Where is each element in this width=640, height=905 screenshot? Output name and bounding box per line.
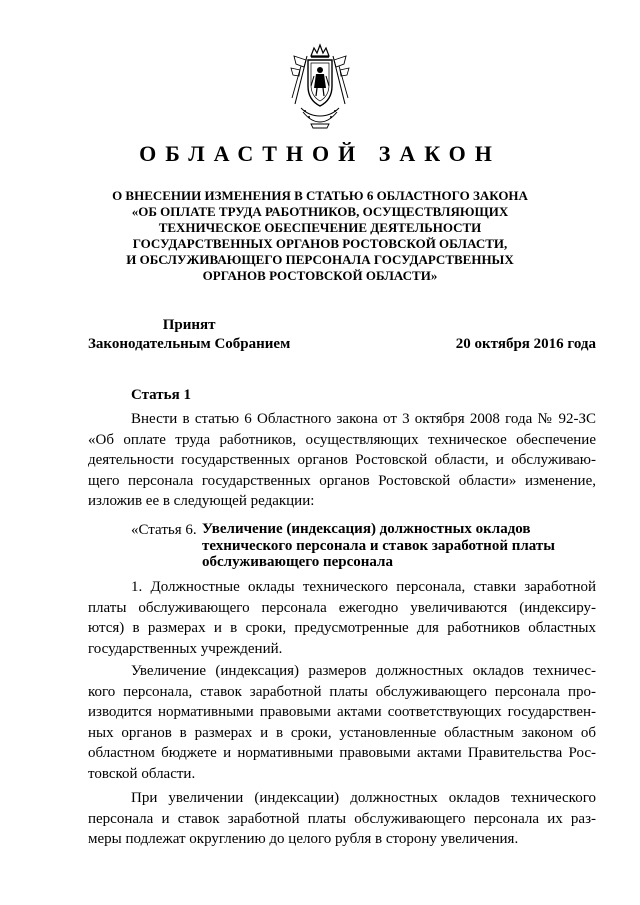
text-line: государственных учреждений. (88, 640, 283, 657)
article-6-title-line: обслуживающего персонала (202, 554, 393, 570)
text-line: кого персонала, ставок заработной платы обслуживающего персонала про- (88, 683, 596, 700)
text-line: щего персонала государственных органов Ростовской области» изменение, (88, 472, 596, 489)
coat-of-arms-emblem (289, 42, 351, 130)
article-1-heading: Статья 1 (131, 387, 191, 403)
text-line: ных органов в размерах и в сроки, установленные областным законом об (88, 724, 596, 741)
text-line: изложив ее в следующей редакции: (88, 493, 315, 509)
article-6-paragraph-1 (88, 577, 596, 659)
text-line: Внести в статью 6 Областного закона от 3 октября 2008 года № 92-ЗС (131, 411, 596, 427)
text-line: ются) в размерах и в сроки, предусмотренные для работников областных (88, 620, 596, 636)
law-type-heading: ОБЛАСТНОЙ ЗАКОН (139, 141, 501, 166)
text-line: 1. Должностные оклады технического персонала, ставки заработной (131, 579, 596, 595)
law-title (100, 188, 540, 284)
article-6-paragraph-3 (88, 788, 596, 850)
law-title-line: ТЕХНИЧЕСКОЕ ОБЕСПЕЧЕНИЕ ДЕЯТЕЛЬНОСТИ (158, 220, 482, 235)
coat-of-arms-icon (289, 42, 351, 130)
law-title-line: О ВНЕСЕНИИ ИЗМЕНЕНИЯ В СТАТЬЮ 6 ОБЛАСТНОГО ЗАКОНА (112, 188, 528, 203)
adopted-date: 20 октября 2016 года (455, 336, 596, 352)
text-line: При увеличении (индексации) должностных окладов технического (131, 790, 596, 806)
law-title-line: ГОСУДАРСТВЕННЫХ ОРГАНОВ РОСТОВСКОЙ ОБЛАСТИ, (132, 236, 508, 251)
text-line: «Об оплате труда работников, осуществляющих техническое обеспечение (88, 431, 596, 448)
adopted-by (88, 316, 290, 354)
article-6-title (202, 521, 555, 571)
text-line: персонала и ставок заработной платы обслуживающего персонала их раз- (88, 810, 596, 827)
adopted-body: Законодательным Собранием (88, 336, 291, 352)
article-6-title-line: Увеличение (индексация) должностных окладов (202, 521, 531, 537)
law-title-line: ОРГАНОВ РОСТОВСКОЙ ОБЛАСТИ» (202, 268, 438, 283)
law-title-line: «ОБ ОПЛАТЕ ТРУДА РАБОТНИКОВ, ОСУЩЕСТВЛЯЮЩИХ (131, 204, 509, 219)
text-line: платы обслуживающего персонала ежегодно увеличиваются (индексиру- (88, 599, 596, 616)
text-line: деятельности государственных органов Ростовской области, и обслуживаю- (88, 452, 596, 468)
text-line: товской области. (88, 765, 196, 782)
text-line: Увеличение (индексация) размеров должностных окладов техничес- (131, 663, 596, 679)
article-6-title-line: технического персонала и ставок заработной платы (202, 537, 555, 554)
article-6-label: «Статья 6. (131, 522, 197, 538)
law-title-line: И ОБСЛУЖИВАЮЩЕГО ПЕРСОНАЛА ГОСУДАРСТВЕННЫХ (126, 252, 514, 267)
text-line: изводится нормативными правовыми актами соответствующих государствен- (88, 704, 596, 720)
text-line: областном бюджете и нормативными правовыми актами Правительства Рос- (88, 745, 596, 761)
article-6-paragraph-2 (88, 661, 596, 784)
adopted-label: Принят (162, 317, 216, 333)
text-line: меры подлежат округлению до целого рубля в сторону увеличения. (88, 831, 519, 847)
article-1-intro (88, 409, 596, 512)
